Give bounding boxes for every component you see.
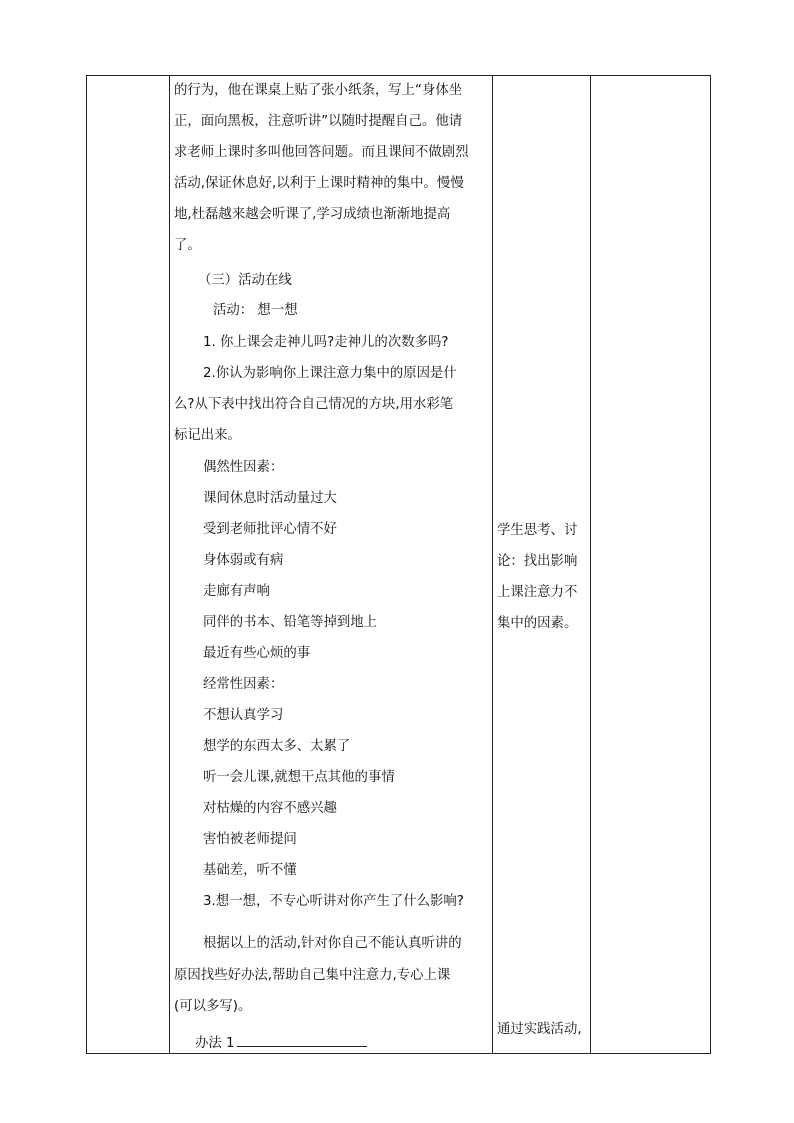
regular-factor: 听一会儿课,就想干点其他的事情 <box>203 770 395 785</box>
question-2-cont: 么?从下表中找出符合自己情况的方块,用水彩笔 <box>174 397 454 412</box>
story-line: 活动,保证休息好,以利于上课时精神的集中。慢慢 <box>174 176 464 191</box>
occasional-factor: 课间休息时活动量过大 <box>203 491 337 506</box>
lesson-plan-table <box>86 75 711 1054</box>
regular-factor: 不想认真学习 <box>203 708 284 723</box>
story-line: 正，面向黑板，注意听讲”以随时提醒自己。他请 <box>174 114 463 129</box>
regular-factor: 害怕被老师提问 <box>203 832 297 847</box>
student-activity-line: 上课注意力不 <box>497 585 578 600</box>
occasional-factor: 最近有些心烦的事 <box>203 646 311 661</box>
story-line: 地,杜磊越来越会听课了,学习成绩也渐渐地提高 <box>174 207 451 222</box>
story-line: 了。 <box>174 238 201 253</box>
story-line: 的行为，他在课桌上贴了张小纸条，写上“身体坐 <box>174 83 463 98</box>
question-2-cont: 标记出来。 <box>174 428 241 443</box>
notes-cell <box>591 76 711 1054</box>
regular-heading: 经常性因素： <box>203 677 284 692</box>
story-line: 求老师上课时多叫他回答问题。而且课间不做剧烈 <box>174 145 469 160</box>
section-heading: （三）活动在线 <box>198 273 292 288</box>
occasional-heading: 偶然性因素： <box>203 460 284 475</box>
method-intro: 根据以上的活动,针对你自己不能认真听讲的 <box>203 936 462 951</box>
occasional-factor: 走廊有声响 <box>203 584 270 599</box>
method-1-row <box>195 1032 367 1053</box>
question-3: 3.想一想，不专心听讲对你产生了什么影响? <box>203 894 464 909</box>
activity-label: 活动： 想一想 <box>213 303 298 318</box>
regular-factor: 对枯燥的内容不感兴趣 <box>203 801 337 816</box>
design-intent-line: 通过实践活动, <box>497 1022 582 1037</box>
teaching-content-cell <box>170 76 493 1054</box>
regular-factor: 基础差，听不懂 <box>203 863 297 878</box>
method-1-blank[interactable] <box>237 1032 367 1047</box>
blank-column-cell <box>87 76 170 1054</box>
question-1: 1. 你上课会走神儿吗?走神儿的次数多吗? <box>203 335 449 350</box>
student-activity-line: 集中的因素。 <box>497 616 578 631</box>
method-1-label: 办法 1 <box>195 1036 235 1051</box>
occasional-factor: 同伴的书本、铅笔等掉到地上 <box>203 615 378 630</box>
student-activity-line: 论：找出影响 <box>497 554 578 569</box>
regular-factor: 想学的东西太多、太累了 <box>203 739 351 754</box>
student-activity-line: 学生思考、讨 <box>497 523 578 538</box>
occasional-factor: 受到老师批评心情不好 <box>203 522 337 537</box>
method-intro: 原因找些好办法,帮助自己集中注意力,专心上课 <box>174 968 451 983</box>
student-activity-cell <box>493 76 591 1054</box>
method-intro: (可以多写)。 <box>174 999 252 1014</box>
occasional-factor: 身体弱或有病 <box>203 553 284 568</box>
question-2: 2.你认为影响你上课注意力集中的原因是什 <box>203 366 457 381</box>
